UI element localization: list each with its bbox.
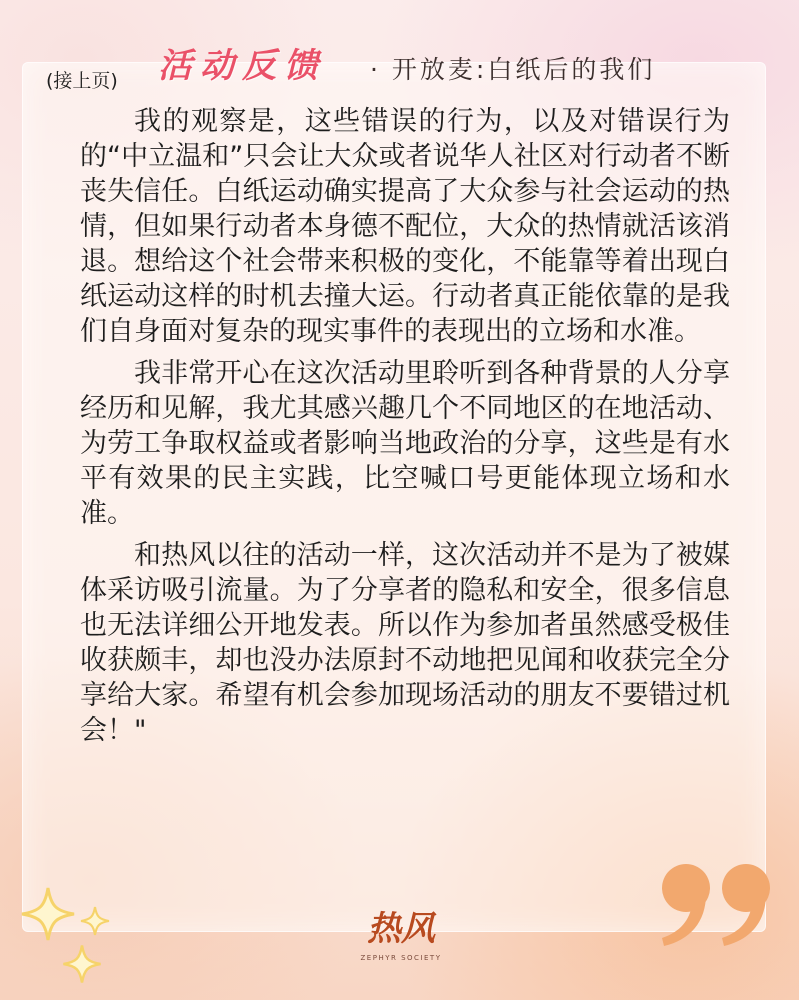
sparkle-icon — [62, 944, 102, 984]
logo-glyph: 热风 — [367, 909, 435, 949]
article-body — [80, 104, 730, 755]
header — [46, 36, 766, 96]
closing-quote-icon — [656, 860, 780, 948]
sparkle-icon — [80, 906, 110, 936]
paragraph: 我非常开心在这次活动里聆听到各种背景的人分享经历和见解，我尤其感兴趣几个不同地区的在地活动、为劳工争取权益或者影响当地政治的分享，这些是有水平有效果的民主实践，比空喊口号更能体现立场和水准。 — [80, 358, 730, 529]
page-subtitle: · 开放麦:白纸后的我们 — [370, 55, 656, 84]
sparkle-icon — [20, 886, 76, 942]
page-title: 活动反馈 — [158, 46, 326, 86]
logo-caption: ZEPHYR SOCIETY — [360, 954, 442, 962]
paragraph: 和热风以往的活动一样，这次活动并不是为了被媒体采访吸引流量。为了分享者的隐私和安全，很多信息也无法详细公开地发表。所以作为参加者虽然感受极佳收获颇丰，却也没办法原封不动地把见闻和收获完全分享给大家。希望有机会参加现场活动的朋友不要错过机会！" — [80, 540, 730, 746]
society-logo — [356, 909, 446, 998]
continued-label: (接上页) — [46, 70, 118, 92]
paragraph: 我的观察是，这些错误的行为，以及对错误行为的“中立温和”只会让大众或者说华人社区对行动者不断丧失信任。白纸运动确实提高了大众参与社会运动的热情，但如果行动者本身德不配位，大众的热情就活该消退。想给这个社会带来积极的变化，不能靠等着出现白纸运动这样的时机去撞大运。行动者真正能依靠的是我们自身面对复杂的现实事件的表现出的立场和水准。 — [80, 106, 730, 347]
